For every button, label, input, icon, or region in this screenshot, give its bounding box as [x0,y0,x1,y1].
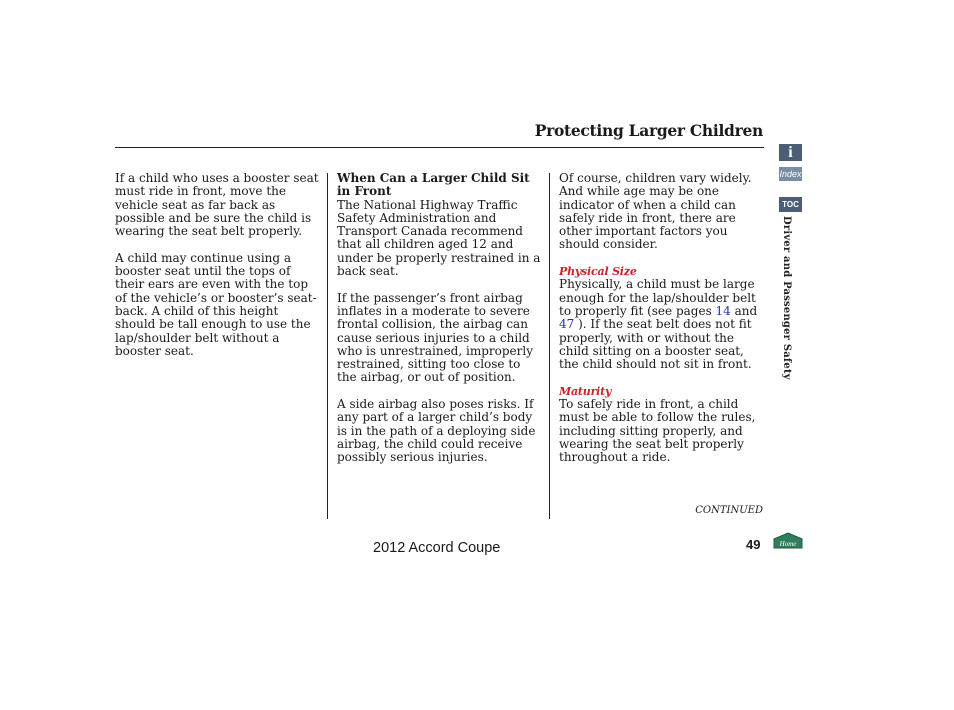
column-1 [115,172,320,371]
home-icon [773,532,803,549]
paragraph: Of course, children vary widely. And while age may be one indicator of when a child can safely ride in front, there are other important factors you should consider. [559,171,752,252]
index-icon: Index [779,169,802,179]
paragraph-text: ). If the seat belt does not fit properly, with or without the child sitting on a booster seat, the child should not sit in front. [559,317,752,372]
paragraph-text: and [730,303,758,318]
paragraph-text: The National Highway Traffic Safety Administration and Transport Canada recommend that all children aged 12 and under be properly restrained in a back seat. [337,197,541,279]
page-number: 49 [746,537,761,552]
column-divider-2 [549,173,550,519]
home-label: Home [779,540,797,548]
page-title: Protecting Larger Children [534,121,763,140]
subsection-heading: When Can a Larger Child Sit in Front [337,171,530,199]
paragraph: A child may continue using a booster seat until the tops of their ears are even with the top of the vehicle’s or booster’s seat-back. A child of this height should be tall enough to use the lap/shoulder belt without a booster seat. [115,250,317,358]
column-divider-1 [327,173,328,519]
paragraph: A side airbag also poses risks. If any part of a larger child’s body is in the path of a deploying side airbag, the child could receive possibly serious injuries. [337,397,536,465]
info-icon: i [788,143,793,161]
paragraph [559,385,764,465]
model-name: 2012 Accord Coupe [373,540,501,556]
page-link-47[interactable]: 47 [559,317,575,332]
physical-size-heading: Physical Size [559,265,637,279]
paragraph [559,265,764,371]
paragraph [337,172,543,278]
toc-button[interactable] [779,197,802,212]
home-button[interactable] [773,532,803,549]
maturity-heading: Maturity [559,384,612,398]
info-button[interactable] [779,144,802,161]
column-3 [559,172,764,478]
paragraph: If a child who uses a booster seat must ride in front, move the vehicle seat as far back as possible and be sure the child is wearing the seat belt properly. [115,171,319,239]
page-link-14[interactable]: 14 [715,303,731,318]
continued-label: CONTINUED [695,505,763,516]
index-button[interactable] [779,167,802,181]
title-rule [115,147,764,148]
toc-label: TOC [782,200,799,209]
paragraph-text: To safely ride in front, a child must be able to follow the rules, including sitting properly, and wearing the seat belt properly throughout a ride. [559,397,756,465]
column-2 [337,172,543,478]
section-tab-label: Driver and Passenger Safety [781,216,792,380]
paragraph-text: Physically, a child must be large enough for the lap/shoulder belt to properly fit (see pages [559,277,756,318]
paragraph: If the passenger’s front airbag inflates in a moderate to severe frontal collision, the airbag can cause serious injuries to a child who is unrestrained, improperly restrained, sitting too close to the airbag, or out of position. [337,290,533,385]
